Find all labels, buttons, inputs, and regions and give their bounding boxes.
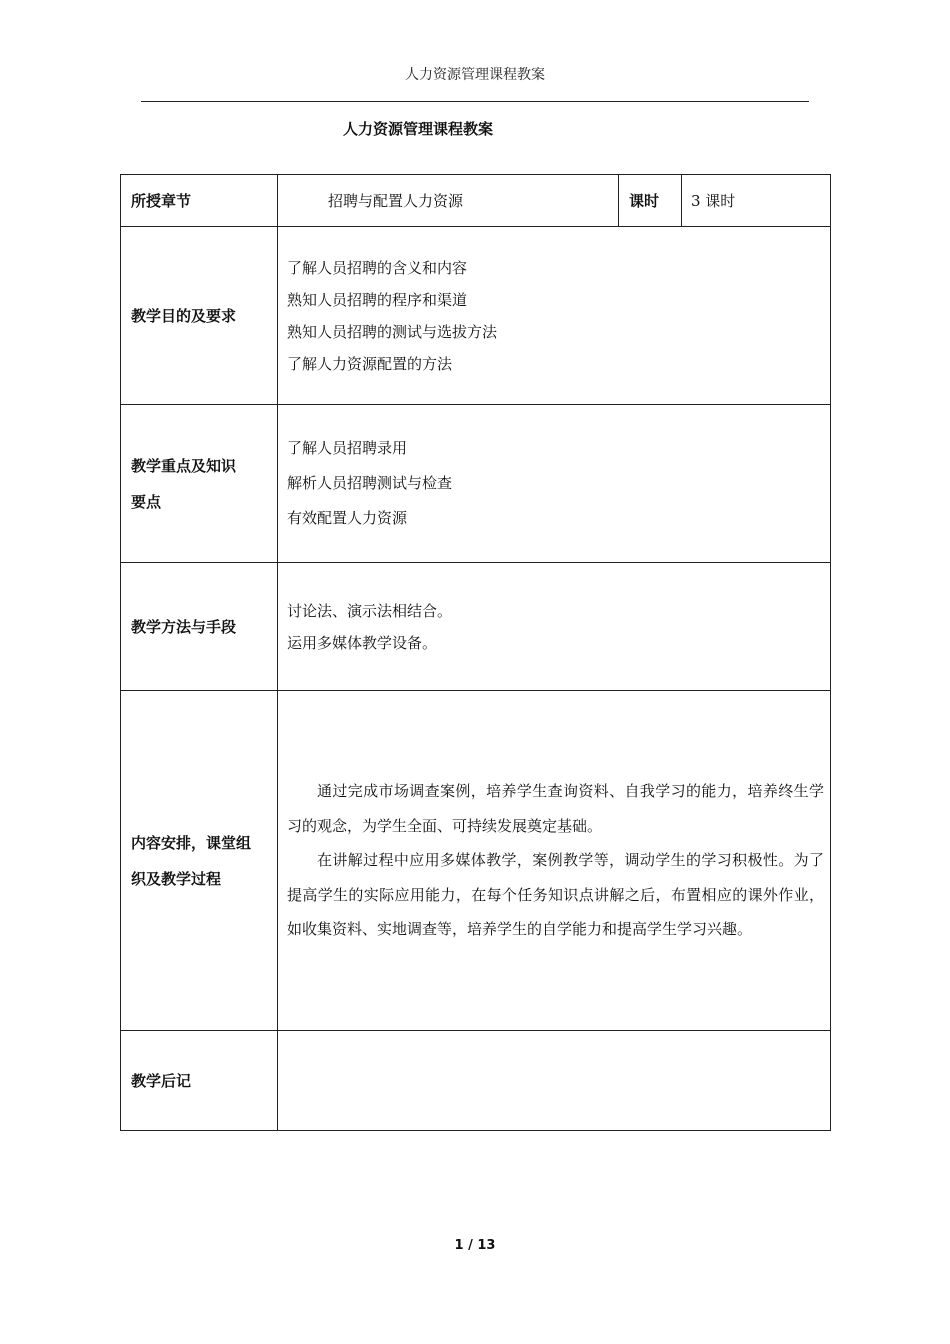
objective-item: 熟知人员招聘的程序和渠道 — [287, 290, 468, 309]
objectives-row — [121, 227, 831, 405]
objective-item: 了解人力资源配置的方法 — [287, 354, 453, 373]
objective-item: 熟知人员招聘的测试与选拔方法 — [287, 322, 498, 341]
methods-label: 教学方法与手段 — [121, 563, 278, 691]
objectives-content — [278, 227, 831, 405]
key-points-label-line1: 教学重点及知识 — [131, 456, 237, 475]
key-points-content — [278, 405, 831, 563]
header-rule — [141, 101, 809, 102]
document-title: 人力资源管理课程教案 — [343, 120, 494, 138]
postscript-row — [121, 1031, 831, 1131]
chapter-row — [121, 175, 831, 227]
objective-item: 了解人员招聘的含义和内容 — [287, 258, 468, 277]
key-points-row — [121, 405, 831, 563]
hours-label: 课时 — [619, 175, 682, 227]
methods-row — [121, 563, 831, 691]
process-label — [121, 691, 278, 1031]
key-points-label — [121, 405, 278, 563]
page-number: 1 / 13 — [454, 1238, 496, 1253]
postscript-content — [278, 1031, 831, 1131]
objectives-label: 教学目的及要求 — [121, 227, 278, 405]
key-point-item: 有效配置人力资源 — [287, 509, 408, 527]
postscript-label: 教学后记 — [121, 1031, 278, 1131]
key-point-item: 了解人员招聘录用 — [287, 439, 408, 457]
methods-content — [278, 563, 831, 691]
chapter-label: 所授章节 — [121, 175, 278, 227]
method-item: 运用多媒体教学设备。 — [287, 633, 438, 652]
key-points-label-line2: 要点 — [131, 492, 162, 511]
method-item: 讨论法、演示法相结合。 — [287, 601, 453, 620]
process-row — [121, 691, 831, 1031]
process-paragraph: 通过完成市场调查案例，培养学生查询资料、自我学习的能力，培养终生学习的观念，为学生全面、可持续发展奠定基础。 — [287, 782, 824, 835]
running-header: 人力资源管理课程教案 — [405, 67, 545, 83]
process-paragraph: 在讲解过程中应用多媒体教学，案例教学等，调动学生的学习积极性。为了提高学生的实际应用能力，在每个任务知识点讲解之后，布置相应的课外作业，如收集资料、实地调查等，培养学生的自学能力和提高学生学习兴趣。 — [287, 851, 824, 939]
lesson-plan-table — [120, 174, 831, 1131]
process-content — [278, 691, 831, 1031]
key-point-item: 解析人员招聘测试与检查 — [287, 474, 453, 492]
hours-value: 3 课时 — [682, 175, 831, 227]
process-label-line2: 织及教学过程 — [131, 869, 222, 888]
process-label-line1: 内容安排，课堂组 — [131, 833, 252, 852]
chapter-value: 招聘与配置人力资源 — [278, 175, 619, 227]
